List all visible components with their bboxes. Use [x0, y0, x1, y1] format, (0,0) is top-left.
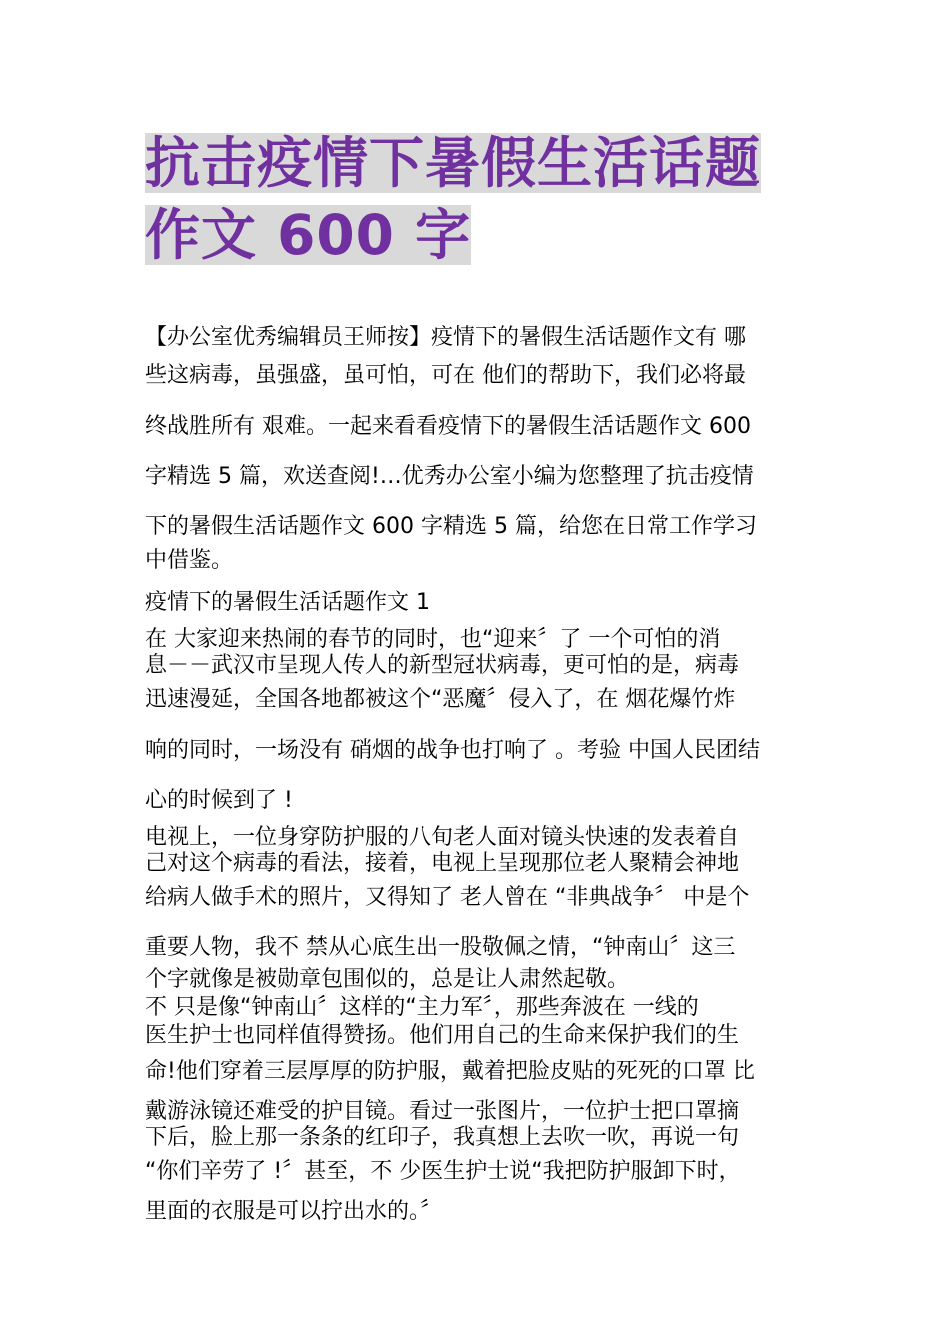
text-line: 在 大家迎来热闹的春节的同时，也“迎来〞了 一个可怕的消	[145, 627, 721, 652]
text-line: 个字就像是被勋章包围似的，总是让人肃然起敬。	[145, 967, 630, 992]
text-line: 下的暑假生活话题作文 600 字精选 5 篇，给您在日常工作学习	[145, 514, 757, 539]
text-line: 字精选 5 篇，欢送查阅!…优秀办公室小编为您整理了抗击疫情	[145, 464, 754, 489]
text-line: 重要人物，我不 禁从心底生出一股敬佩之情，“钟南山〞这三	[145, 935, 736, 960]
text-line: “你们辛劳了 !〞甚至，不 少医生护士说“我把防护服卸下时，	[145, 1159, 741, 1184]
text-line: 迅速漫延，全国各地都被这个“恶魔〞侵入了，在 烟花爆竹炸	[145, 687, 736, 712]
text-line: 中借鉴。	[145, 548, 234, 573]
text-line: 给病人做手术的照片，又得知了 老人曾在 “非典战争〞 中是个	[145, 885, 750, 910]
text-line: 命!他们穿着三层厚厚的防护服，戴着把脸皮贴的死死的口罩 比	[145, 1059, 755, 1084]
text-line: 【办公室优秀编辑员王师按】疫情下的暑假生活话题作文有 哪	[145, 325, 746, 350]
document-title-line-2: 作文 600 字	[145, 203, 472, 267]
text-line: 下后，脸上那一条条的红印子，我真想上去吹一吹，再说一句	[145, 1125, 740, 1150]
text-line: 息－－武汉市呈现人传人的新型冠状病毒，更可怕的是，病毒	[145, 653, 740, 678]
text-line: 医生护士也同样值得赞扬。他们用自己的生命来保护我们的生	[145, 1023, 740, 1048]
text-line: 响的同时，一场没有 硝烟的战争也打响了 。考验 中国人民团结	[145, 738, 760, 763]
text-line: 些这病毒，虽强盛，虽可怕，可在 他们的帮助下，我们必将最	[145, 363, 746, 388]
text-line: 心的时候到了 !	[145, 788, 293, 813]
text-line: 里面的衣服是可以拧出水的。〞	[145, 1199, 443, 1224]
text-line: 己对这个病毒的看法，接着，电视上呈现那位老人聚精会神地	[145, 851, 740, 876]
document-title-line-1: 抗击疫情下暑假生活话题	[145, 131, 762, 195]
text-line: 终战胜所有 艰难。一起来看看疫情下的暑假生活话题作文 600	[145, 414, 751, 439]
text-line: 不 只是像“钟南山〞这样的“主力军〞，那些奔波在 一线的	[145, 995, 699, 1020]
section-heading-text: 疫情下的暑假生活话题作文 1	[145, 590, 430, 615]
text-line: 戴游泳镜还难受的护目镜。看过一张图片，一位护士把口罩摘	[145, 1099, 740, 1124]
text-line: 电视上，一位身穿防护服的八旬老人面对镜头快速的发表着自	[145, 825, 740, 850]
